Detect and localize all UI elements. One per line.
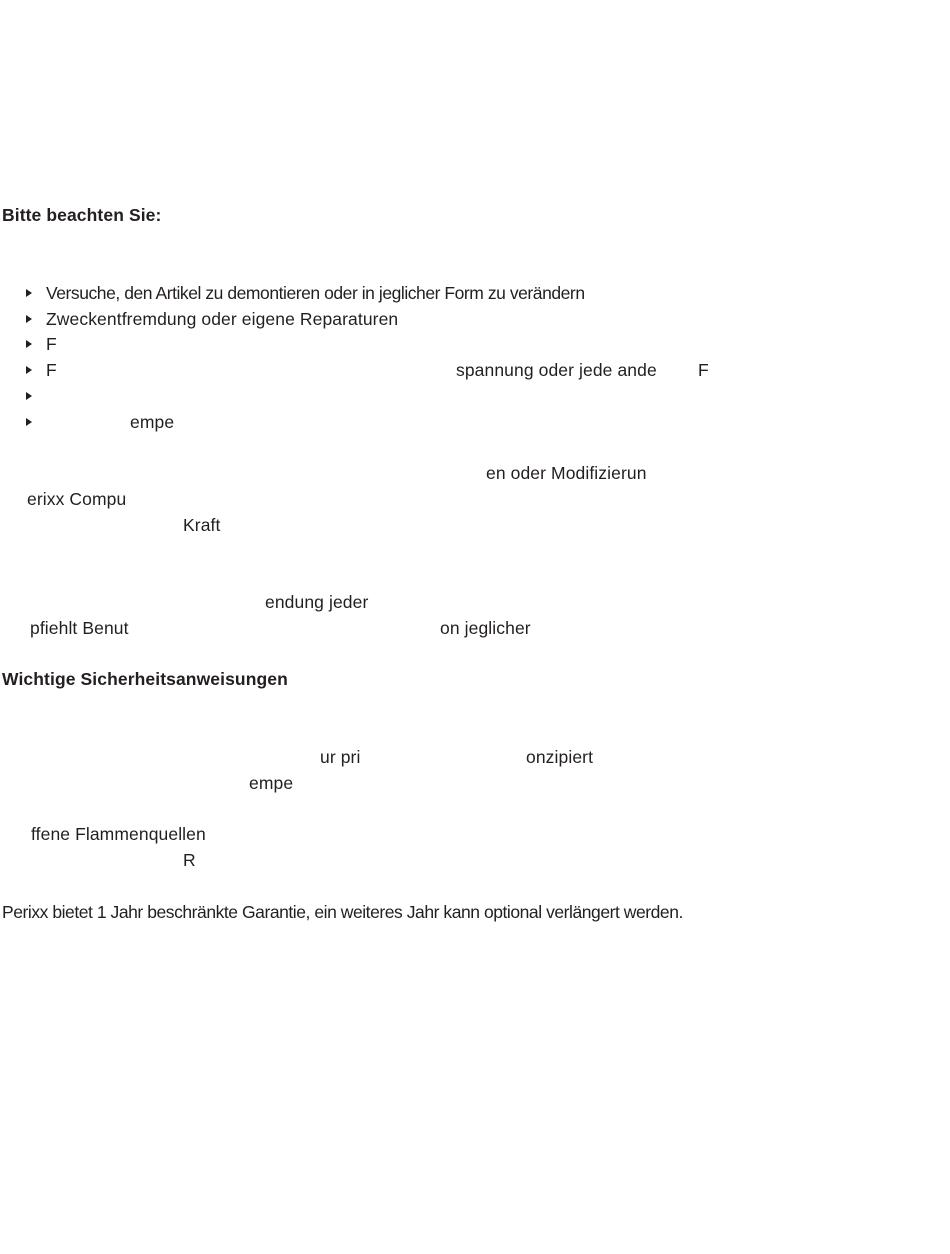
bullet-item-4-fragment: F	[698, 360, 709, 380]
text-fragment: ffene Flammenquellen	[31, 824, 206, 844]
text-fragment: onzipiert	[526, 747, 594, 767]
warranty-text: Perixx bietet 1 Jahr beschränkte Garantie, ein weiteres Jahr kann optional verlängert werden.	[2, 902, 683, 922]
bullet-marker	[26, 366, 32, 374]
bullet-marker	[26, 340, 32, 348]
safety-heading: Wichtige Sicherheitsanweisungen	[2, 669, 288, 689]
text-fragment: empe	[249, 773, 294, 793]
text-fragment: pfiehlt Benut	[30, 618, 129, 638]
bullet-item-1: Versuche, den Artikel zu demontieren oder in jeglicher Form zu verändern	[46, 283, 585, 303]
bullet-marker	[26, 418, 32, 426]
bullet-marker	[26, 315, 32, 323]
text-fragment: on jeglicher	[440, 618, 531, 638]
bullet-item-3: F	[46, 334, 57, 354]
text-fragment: ur pri	[320, 747, 361, 767]
bullet-item-4-fragment: spannung oder jede ande	[456, 360, 657, 380]
bullet-item-4: F	[46, 360, 57, 380]
note-heading: Bitte beachten Sie:	[2, 205, 162, 225]
bullet-item-2: Zweckentfremdung oder eigene Reparaturen	[46, 309, 399, 329]
bullet-item-6: empe	[130, 412, 175, 432]
text-fragment: R	[183, 850, 196, 870]
bullet-marker	[26, 289, 32, 297]
text-fragment: Kraft	[183, 515, 221, 535]
bullet-marker	[26, 392, 32, 400]
text-fragment: endung jeder	[265, 592, 369, 612]
text-fragment: en oder Modifizierun	[486, 463, 647, 483]
text-fragment: erixx Compu	[27, 489, 127, 509]
